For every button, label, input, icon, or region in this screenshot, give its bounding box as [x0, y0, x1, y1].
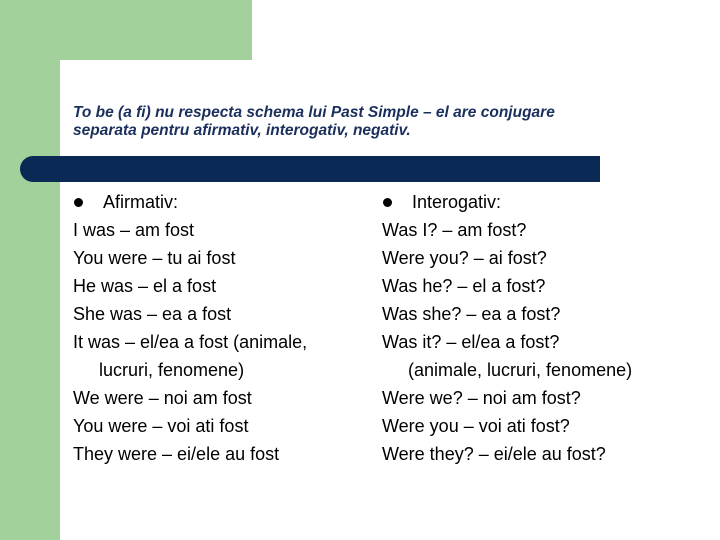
- slide-title: [73, 104, 673, 140]
- green-side-band: [0, 0, 60, 540]
- affirmative-line: I was – am fost: [73, 220, 195, 240]
- interrogative-line: Was he? – el a fost?: [382, 276, 546, 296]
- affirmative-line: They were – ei/ele au fost: [73, 444, 280, 464]
- slide-title-line-2: separata pentru afirmativ, interogativ, negativ.: [73, 122, 411, 139]
- slide-title-line-1: To be (a fi) nu respecta schema lui Past Simple – el are conjugare: [73, 104, 555, 121]
- interrogative-line: Was she? – ea a fost?: [382, 304, 561, 324]
- interrogative-heading-row: [382, 188, 712, 216]
- affirmative-line: We were – noi am fost: [73, 388, 252, 408]
- interrogative-line: Was I? – am fost?: [382, 220, 527, 240]
- interrogative-column: [382, 188, 712, 468]
- affirmative-line: You were – voi ati fost: [73, 416, 249, 436]
- affirmative-line: She was – ea a fost: [73, 304, 232, 324]
- interrogative-line: Were you? – ai fost?: [382, 248, 547, 268]
- affirmative-heading-row: [73, 188, 363, 216]
- green-top-band: [0, 0, 252, 60]
- bullet-icon: [383, 198, 392, 207]
- affirmative-line-continuation: lucruri, fenomene): [99, 360, 245, 380]
- interrogative-line: Were we? – noi am fost?: [382, 388, 581, 408]
- interrogative-line: Was it? – el/ea a fost?: [382, 332, 560, 352]
- affirmative-line: You were – tu ai fost: [73, 248, 236, 268]
- affirmative-line: It was – el/ea a fost (animale,: [73, 332, 308, 352]
- bullet-icon: [74, 198, 83, 207]
- interrogative-heading: Interogativ:: [412, 192, 502, 212]
- interrogative-line-continuation: (animale, lucruri, fenomene): [408, 360, 633, 380]
- title-divider-bar: [20, 156, 600, 182]
- affirmative-line: He was – el a fost: [73, 276, 217, 296]
- interrogative-line: Were they? – ei/ele au fost?: [382, 444, 606, 464]
- affirmative-heading: Afirmativ:: [103, 192, 179, 212]
- affirmative-column: [73, 188, 363, 468]
- interrogative-line: Were you – voi ati fost?: [382, 416, 570, 436]
